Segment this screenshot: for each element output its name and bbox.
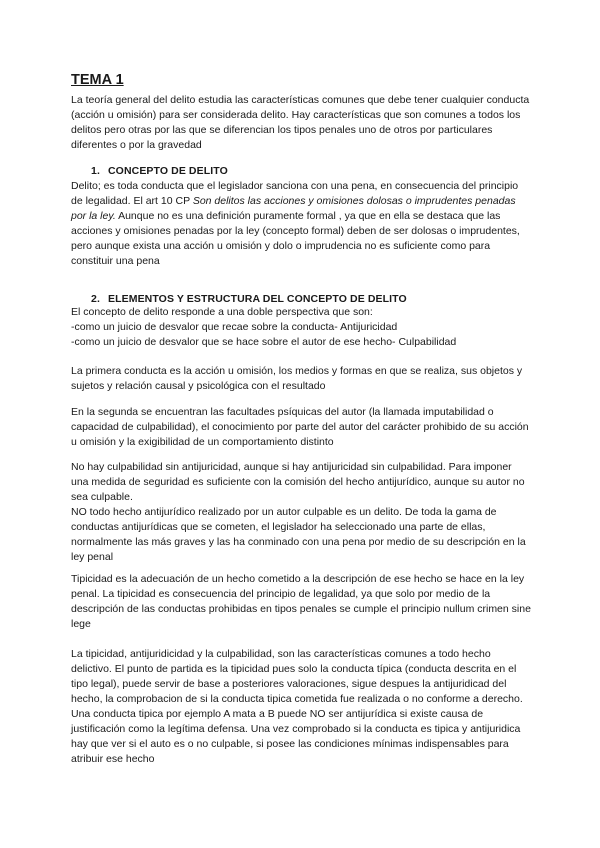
section-2-heading (91, 292, 531, 306)
section-1-text-a: Delito; es toda conducta que el legislador sanciona con una pena, en consecuencia del principio de legalidad. El art 10 CP (71, 180, 519, 207)
paragraph-culpabilidad: No hay culpabilidad sin antijuricidad, aunque si hay antijuricidad sin culpabilidad. Para imponer una medida de seguridad es suficiente con la comisión del hecho antijurídico, aunque su autor no sea culpable. (71, 461, 525, 503)
perspective-list (71, 305, 531, 350)
section-2-number: 2. (91, 293, 100, 305)
paragraph-hecho-antijuridico: NO todo hecho antijurídico realizado por un autor culpable es un delito. De toda la gama de conductas antijurídicas que se cometen, el legislador ha seleccionado una parte de ellas, normalmente las más graves y las ha conminado con una pena por medio de su descripción en la ley penal (71, 506, 526, 563)
intro-paragraph: La teoría general del delito estudia las características comunes que debe tener cualquier conducta (acción u omisión) para ser considerada delito. Hay características que son comunes a todos los delitos pero otras por las que se diferencian los tipos penales uno de otros por particulares diferentes o por la gravedad (71, 94, 530, 151)
paragraph-segunda: En la segunda se encuentran las facultades psíquicas del autor (la llamada imputabilidad o capacidad de culpabilidad), el conocimiento por parte del autor del carácter prohibido de su acción u omisión y la exigibilidad de un comportamiento distinto (71, 406, 529, 448)
legal-quote: Son delitos las acciones y omisiones dolosas o imprudentes penadas por la ley. (71, 195, 516, 222)
paragraph-primera-conducta: La primera conducta es la acción u omisión, los medios y formas en que se realiza, sus objetos y sujetos y relación causal y psicológica con el resultado (71, 365, 523, 392)
paragraph-caracteristicas-comunes: La tipicidad, antijuridicidad y la culpabilidad, son las características comunes a todo hecho delictivo. El punto de partida es la tipicidad pues solo la conducta típica (conducta descrita en el tipo legal), puede servir de base a posteriores valoraciones, sigue despues la antijuridicad del hecho, la comprobacion de si la conducta tipica cometida fue realizada o no conforme a derecho. Una conducta tipica por ejemplo A mata a B puede NO ser antijurídica si existe causa de justificación como la legítima defensa. Una vez comprobado si la conducta es tipica y antijuridica hay que ver si el auto es o no culpable, si posee las condiciones mínimas indispensables para atribuir ese hecho (71, 648, 523, 765)
section-2-title: ELEMENTOS Y ESTRUCTURA DEL CONCEPTO DE DELITO (108, 293, 407, 305)
section-1-title: CONCEPTO DE DELITO (108, 165, 228, 177)
perspective-item-culpabilidad: -como un juicio de desvalor que se hace sobre el autor de ese hecho- Culpabilidad (71, 336, 457, 348)
perspective-intro-line: El concepto de delito responde a una doble perspectiva que son: (71, 306, 373, 318)
section-1-text-b: Aunque no es una definición puramente formal , ya que en ella se destaca que las acciones y omisiones penadas por la ley (concepto formal) deben de ser dolosas o imprudentes, pero aunque exista una acción u omisión y dolo o imprudencia no es suficiente como para constituir una pena (71, 210, 520, 267)
document-title: TEMA 1 (71, 72, 124, 88)
section-1-paragraph (71, 179, 531, 269)
section-1-heading (91, 164, 531, 178)
paragraph-tipicidad: Tipicidad es la adecuación de un hecho cometido a la descripción de ese hecho se hace en la ley penal. La tipicidad es consecuencia del principio de legalidad, ya que solo por medio de la descripción de las conductas prohibidas en tipos penales se cumple el principio nullum crimen sine lege (71, 573, 531, 630)
perspective-item-antijuricidad: -como un juicio de desvalor que recae sobre la conducta- Antijuricidad (71, 321, 398, 333)
section-1-number: 1. (91, 165, 100, 177)
